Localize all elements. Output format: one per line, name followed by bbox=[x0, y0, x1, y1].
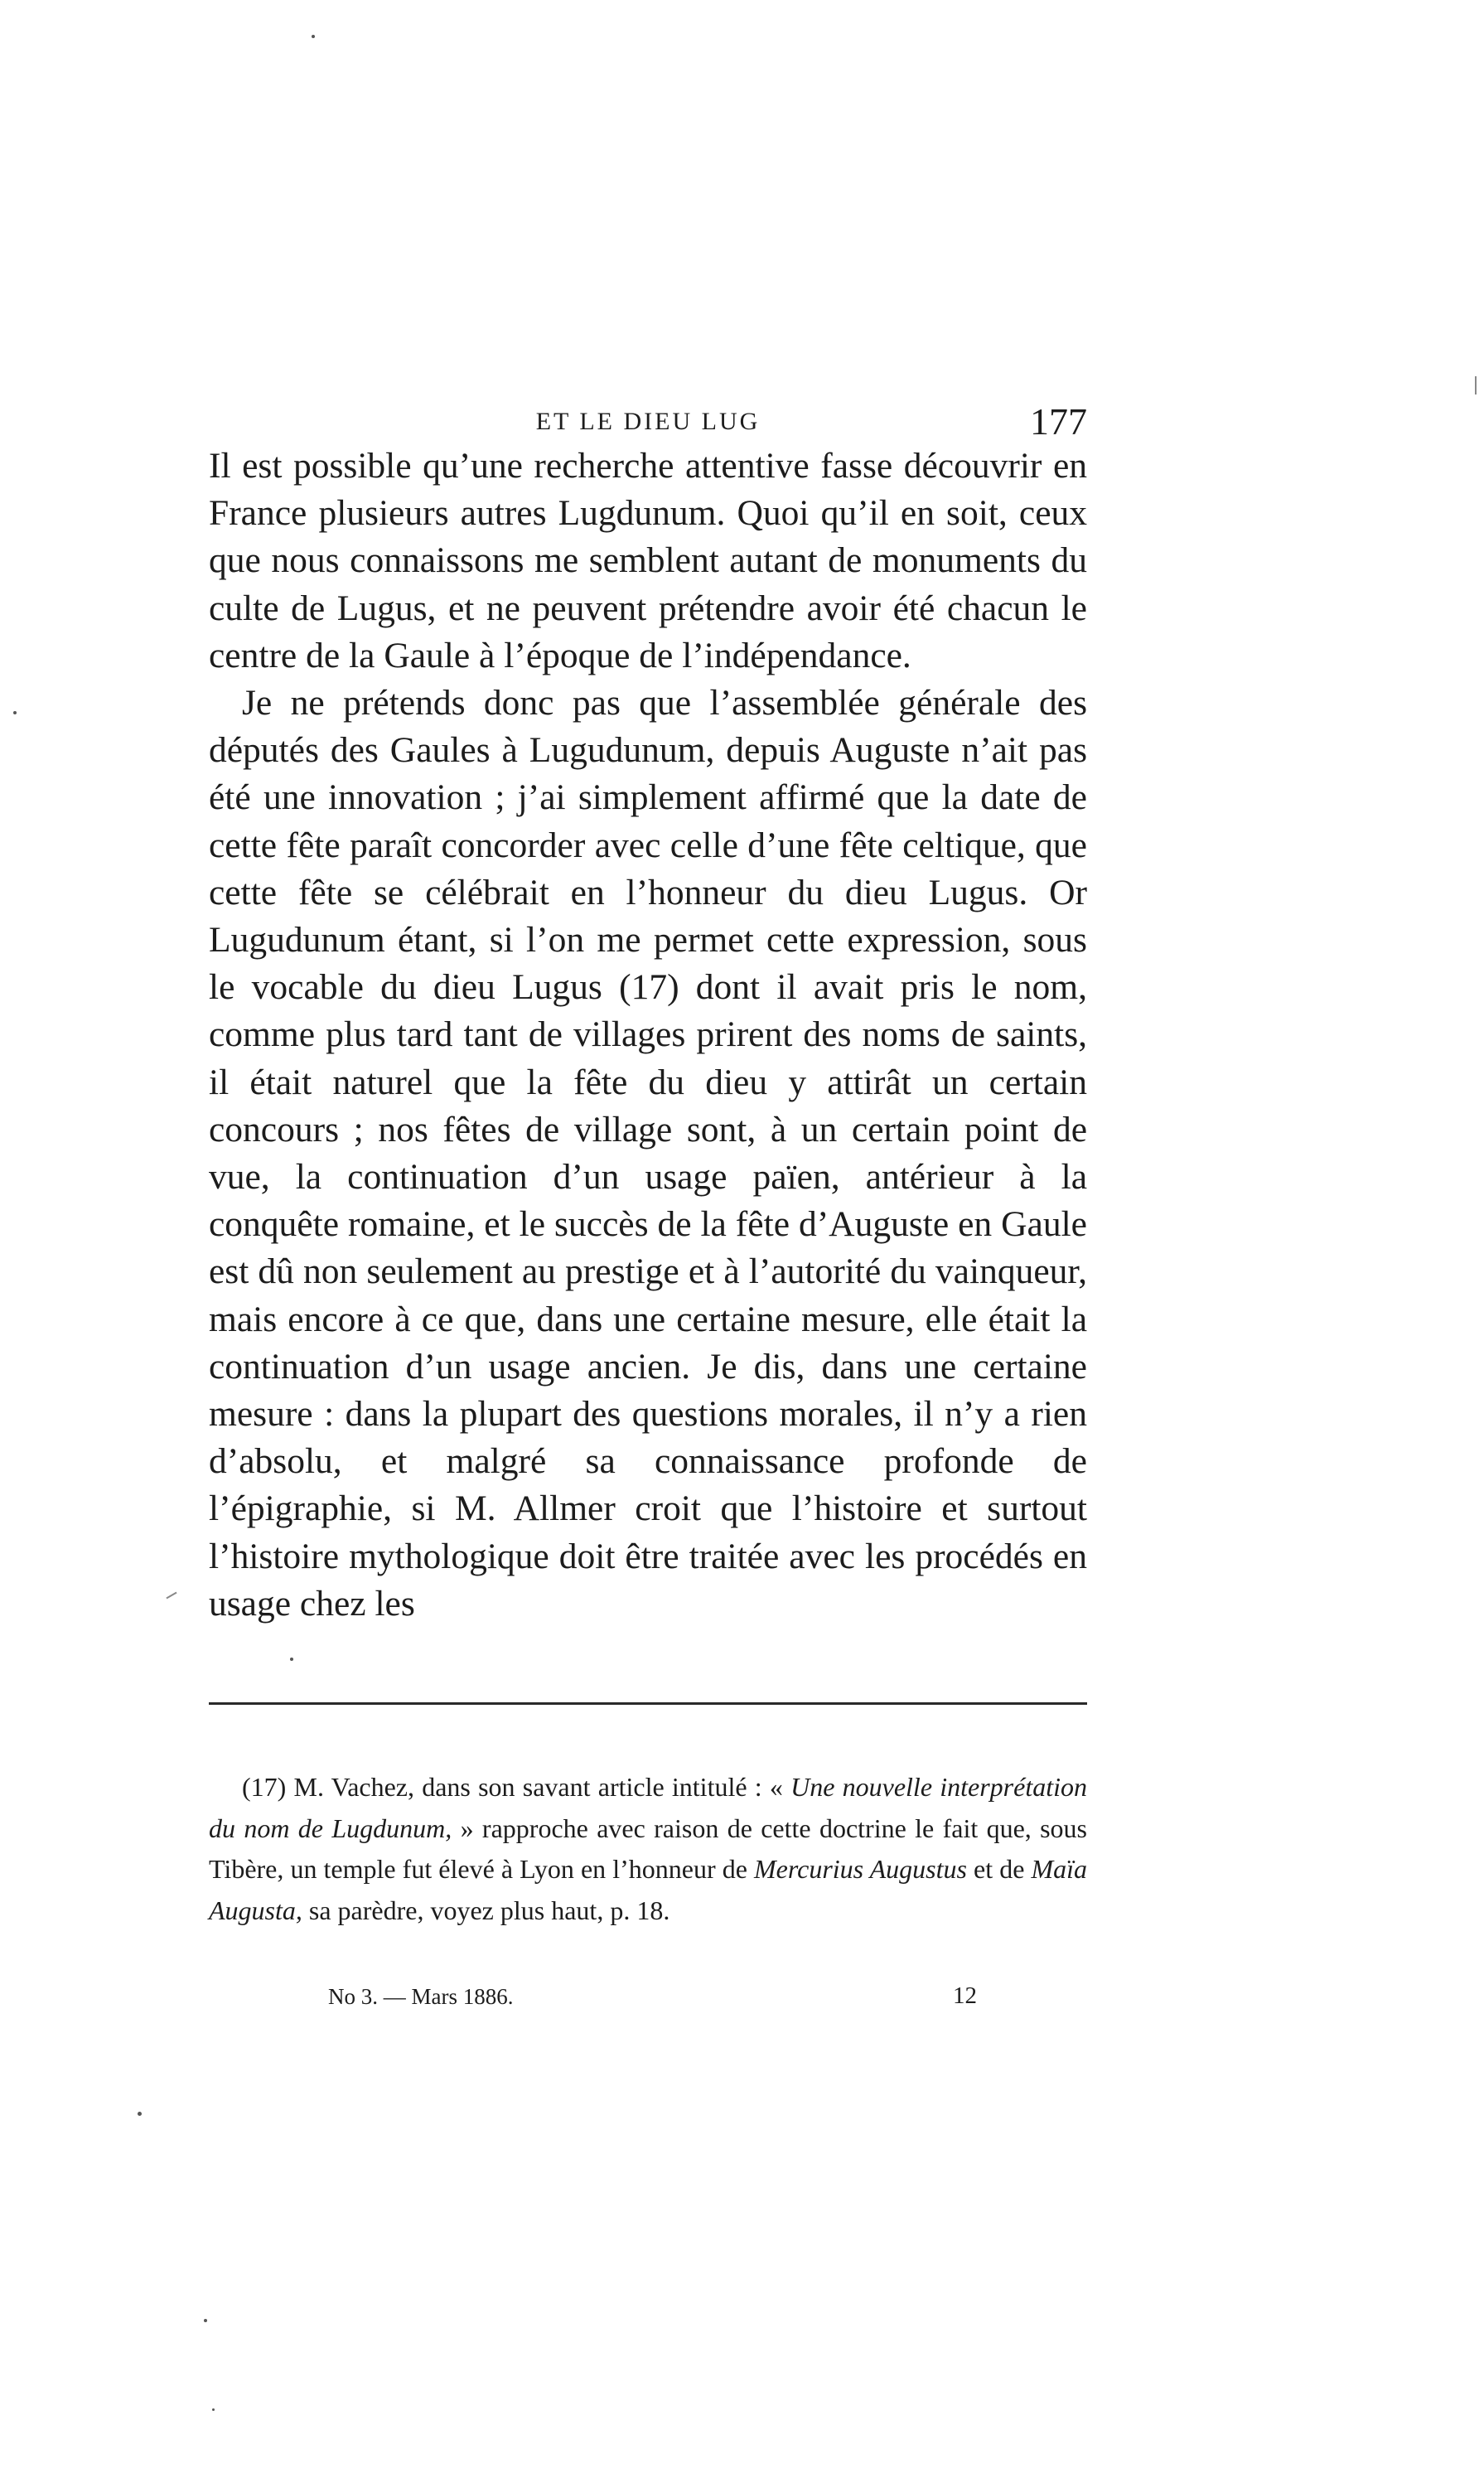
paragraph-2: Je ne prétends donc pas que l’assemblée générale des députés des Gaules à Lugudunum, depuis Auguste n’ait pas été une innovation ; j’ai simplement affirmé que la date de cette fête paraît concorder avec celle d’une fête celtique, que cette fête se célébrait en l’honneur du dieu Lugus. Or Lugudunum étant, si l’on me permet cette expression, sous le vocable du dieu Lugus (17) dont il avait pris le nom, comme plus tard tant de villages prirent des noms de saints, il était naturel que la fête du dieu y attirât un certain concours ; nos fêtes de village sont, à un certain point de vue, la continuation d’un usage païen, antérieur à la conquête romaine, et le succès de la fête d’Auguste en Gaule est dû non seulement au prestige et à l’autorité du vainqueur, mais encore à ce que, dans une certaine mesure, elle était la continuation d’un usage ancien. Je dis, dans une certaine mesure : dans la plupart des questions morales, il n’y a rien d’absolu, et malgré sa connaissance profonde de l’épigraphie, si M. Allmer croit que l’histoire et surtout l’histoire mythologique doit être traitée avec les procédés en usage chez les bbox=[209, 683, 1087, 1624]
footnote-text-2: » rapproche avec raison de cette doctrine le fait que, sous Tibère, un temple fut élevé à Lyon en l’honneur de bbox=[209, 1813, 1088, 1884]
scan-speck bbox=[212, 2408, 215, 2411]
scan-edge-mark bbox=[1475, 376, 1477, 394]
running-title: ET LE DIEU LUG bbox=[535, 408, 761, 435]
footnote-title: Une nouvelle interprétation du nom de Lugdunum, bbox=[209, 1772, 1087, 1843]
footnote-text-1: M. Vachez, dans son savant article intitulé : « bbox=[293, 1772, 783, 1802]
scan-speck bbox=[290, 1658, 293, 1661]
body-text bbox=[209, 443, 1087, 1628]
footnote-number: (17) bbox=[242, 1772, 287, 1802]
page-number: 177 bbox=[1030, 400, 1087, 443]
footnote-text-3: et de bbox=[974, 1854, 1025, 1884]
scan-speck bbox=[204, 2319, 207, 2322]
signature-issue: No 3. — Mars 1886. bbox=[328, 1984, 514, 2009]
footnote-name-2: Maïa Augusta, bbox=[209, 1854, 1088, 1925]
footnote-separator bbox=[209, 1702, 1087, 1705]
footnote-17 bbox=[209, 1767, 1087, 1931]
scan-edge-mark bbox=[166, 1592, 176, 1600]
signature-sheet: 12 bbox=[953, 1982, 977, 2009]
scan-speck bbox=[138, 2112, 142, 2116]
scan-speck bbox=[312, 35, 315, 38]
scan-speck bbox=[13, 711, 17, 714]
running-head bbox=[209, 399, 1087, 449]
footnote-text-4: sa parèdre, voyez plus haut, p. 18. bbox=[308, 1895, 670, 1925]
paragraph-1: Il est possible qu’une recherche attentive fasse découvrir en France plusieurs autres Lugdunum. Quoi qu’il en soit, ceux que nous connaissons me semblent autant de monuments du culte de Lugus, et ne peuvent prétendre avoir été chacun le centre de la Gaule à l’époque de l’indépendance. bbox=[209, 446, 1087, 675]
footnote-name-1: Mercurius Augustus bbox=[754, 1854, 967, 1884]
